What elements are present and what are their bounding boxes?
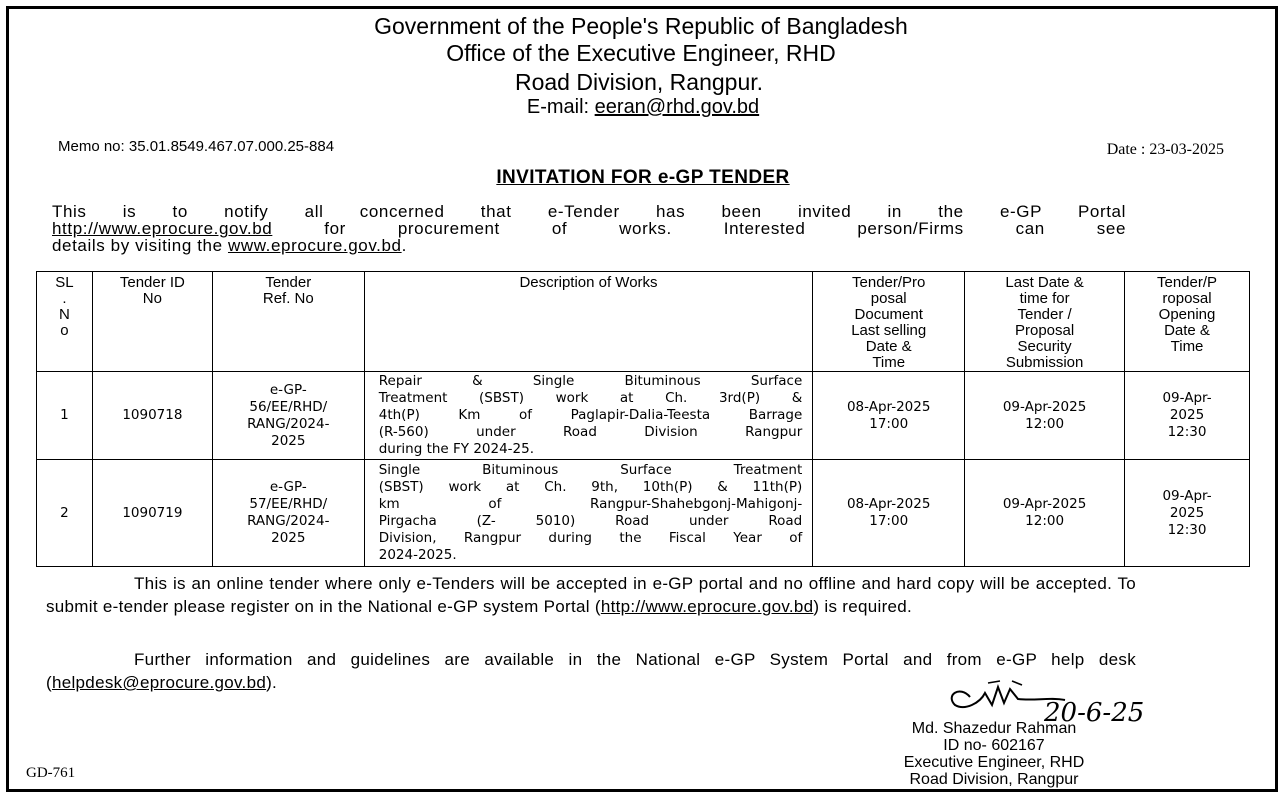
email-link[interactable]: eeran@rhd.gov.bd xyxy=(594,96,760,118)
cell-line: 2025 xyxy=(1169,504,1205,521)
cell-line: Division, Rangpur during the Fiscal Year of xyxy=(378,530,803,546)
header-doc-selling xyxy=(813,272,965,372)
signatory-id: ID no- 602167 xyxy=(943,737,1045,754)
header-email xyxy=(0,93,1286,121)
cell-line: during the FY 2024-25. xyxy=(378,441,535,457)
cell-line: 08-Apr-2025 xyxy=(846,496,931,512)
header-tender-id xyxy=(92,272,212,372)
row-doc-selling xyxy=(813,372,965,460)
cell-line: 57/EE/RHD/ xyxy=(249,496,328,512)
cell-line: 17:00 xyxy=(869,415,909,432)
header-office: Office of the Executive Engineer, RHD xyxy=(446,40,836,66)
cell-line: SL xyxy=(55,274,74,291)
row-doc-selling xyxy=(813,460,965,567)
header-last-date xyxy=(965,272,1125,372)
table-header-row xyxy=(37,272,1250,372)
cell-line: Description of Works xyxy=(519,274,658,291)
cell-line: 2025 xyxy=(271,432,306,449)
eprocure-link-2[interactable]: www.eprocure.gov.bd xyxy=(227,236,402,255)
row-last-date xyxy=(965,460,1125,567)
intro-line-3-text: details by visiting the xyxy=(52,236,228,255)
cell-line: Treatment (SBST) work at Ch. 3rd(P) & xyxy=(378,390,803,406)
header-description xyxy=(364,272,813,372)
row-tender-ref xyxy=(212,460,364,567)
cell-line: No xyxy=(142,290,162,307)
cell-line: 09-Apr-2025 xyxy=(1002,496,1087,512)
cell-line: Last Date & xyxy=(1005,274,1084,291)
table-row xyxy=(37,372,1250,460)
signatory-name: Md. Shazedur Rahman xyxy=(911,720,1077,737)
intro-paragraph xyxy=(52,203,1126,254)
cell-line: Tender/Pro xyxy=(852,274,926,291)
cell-line: km of Rangpur-Shahebgonj-Mahigonj- xyxy=(378,496,803,512)
cell-line: RANG/2024- xyxy=(247,415,330,432)
row-description xyxy=(364,460,813,567)
cell-line: o xyxy=(60,322,69,339)
para2-end: ). xyxy=(266,673,278,692)
memo-number: Memo no: 35.01.8549.467.07.000.25-884 xyxy=(58,138,335,155)
intro-line-3 xyxy=(52,237,1126,254)
header-opening xyxy=(1125,272,1250,372)
signature-scrawl xyxy=(940,675,1210,725)
row-description xyxy=(364,372,813,460)
row-sl: 2 xyxy=(37,460,93,567)
helpdesk-link[interactable]: helpdesk@eprocure.gov.bd xyxy=(51,673,267,692)
row-sl: 1 xyxy=(37,372,93,460)
para1-end: ) is required. xyxy=(813,597,913,616)
header-division: Road Division, Rangpur. xyxy=(514,69,764,95)
row-opening xyxy=(1125,460,1250,567)
para2-text: Further information and guidelines are available in the National e-GP System Portal and from e-GP help desk ( xyxy=(46,650,1136,692)
row-opening xyxy=(1125,372,1250,460)
cell-line: time for xyxy=(1019,290,1070,307)
cell-line: Repair & Single Bituminous Surface xyxy=(378,373,803,389)
cell-line: RANG/2024- xyxy=(247,513,330,529)
signature-block xyxy=(874,720,1114,788)
footer-code: GD-761 xyxy=(26,765,76,781)
header-government: Government of the People's Republic of Bangladesh xyxy=(374,13,908,39)
header-sl xyxy=(37,272,93,372)
cell-line: 4th(P) Km of Paglapir-Dalia-Teesta Barrage xyxy=(378,407,803,423)
cell-line: (SBST) work at Ch. 9th, 10th(P) & 11th(P) xyxy=(378,479,803,495)
row-tender-ref xyxy=(212,372,364,460)
notice-title: INVITATION FOR e-GP TENDER xyxy=(496,167,790,188)
cell-line: 12:30 xyxy=(1167,521,1207,538)
cell-line: 08-Apr-2025 xyxy=(846,398,931,415)
cell-line: Tender/P xyxy=(1156,274,1218,291)
cell-line: Time xyxy=(1170,338,1204,355)
row-tender-id: 1090718 xyxy=(92,372,212,460)
memo-date: Date : 23-03-2025 xyxy=(1106,141,1224,158)
intro-line-2-text: for procurement of works. Interested person/Firms can see xyxy=(272,219,1126,238)
cell-line: 12:00 xyxy=(1025,513,1065,529)
tender-table xyxy=(36,271,1250,567)
cell-line: Proposal xyxy=(1014,322,1075,339)
cell-line: Security xyxy=(1017,338,1072,355)
cell-line: Document xyxy=(854,306,923,323)
handwritten-date: 20-6-25 xyxy=(1044,698,1145,725)
cell-line: e-GP- xyxy=(269,479,307,495)
signatory-designation: Executive Engineer, RHD xyxy=(903,754,1085,771)
para1-text: This is an online tender where only e-Tenders will be accepted in e-GP portal and no offline and hard copy will be accepted. To submit e-tender please register on in the National e-GP system Portal ( xyxy=(46,574,1136,616)
cell-line: Pirgacha (Z- 5010) Road under Road xyxy=(378,513,803,529)
cell-line: Time xyxy=(872,354,906,371)
cell-line: Ref. No xyxy=(262,290,314,307)
cell-line: 09-Apr- xyxy=(1162,487,1212,504)
cell-line: Date & xyxy=(1164,322,1210,339)
cell-line: Date & xyxy=(865,338,912,355)
intro-line-3-end: . xyxy=(401,236,407,255)
cell-line: 2024-2025. xyxy=(378,547,457,563)
cell-line: Tender / xyxy=(1017,306,1072,323)
cell-line: Last selling xyxy=(851,322,927,339)
intro-line-2 xyxy=(52,220,1126,237)
cell-line: Tender ID xyxy=(119,274,185,291)
cell-line: 12:00 xyxy=(1025,415,1065,432)
cell-line: e-GP- xyxy=(269,381,307,398)
intro-line-1: This is to notify all concerned that e-Tender has been invited in the e-GP Portal xyxy=(52,202,1126,221)
cell-line: (R-560) under Road Division Rangpur xyxy=(378,424,803,440)
cell-line: Tender xyxy=(265,274,312,291)
cell-line: Submission xyxy=(1005,354,1084,371)
table-row xyxy=(37,460,1250,567)
cell-line: Single Bituminous Surface Treatment xyxy=(378,462,803,478)
cell-line: 2025 xyxy=(1169,407,1205,423)
cell-line: roposal xyxy=(1162,290,1212,307)
cell-line: . xyxy=(62,290,67,307)
header-tender-ref xyxy=(212,272,364,372)
eprocure-link-3[interactable]: http://www.eprocure.gov.bd xyxy=(600,597,814,616)
cell-line: 2025 xyxy=(271,530,306,546)
online-tender-paragraph xyxy=(46,572,1136,618)
cell-line: 12:30 xyxy=(1167,424,1207,440)
row-tender-id: 1090719 xyxy=(92,460,212,567)
signatory-office: Road Division, Rangpur xyxy=(909,771,1079,788)
cell-line: 09-Apr- xyxy=(1162,390,1212,406)
cell-line: N xyxy=(59,306,70,323)
cell-line: 17:00 xyxy=(869,513,909,529)
cell-line: posal xyxy=(870,290,907,307)
row-last-date xyxy=(965,372,1125,460)
cell-line: Opening xyxy=(1158,306,1216,323)
email-label: E-mail: xyxy=(526,96,595,118)
eprocure-link[interactable]: http://www.eprocure.gov.bd xyxy=(52,219,273,238)
cell-line: 09-Apr-2025 xyxy=(1002,398,1087,415)
cell-line: 56/EE/RHD/ xyxy=(249,398,328,415)
